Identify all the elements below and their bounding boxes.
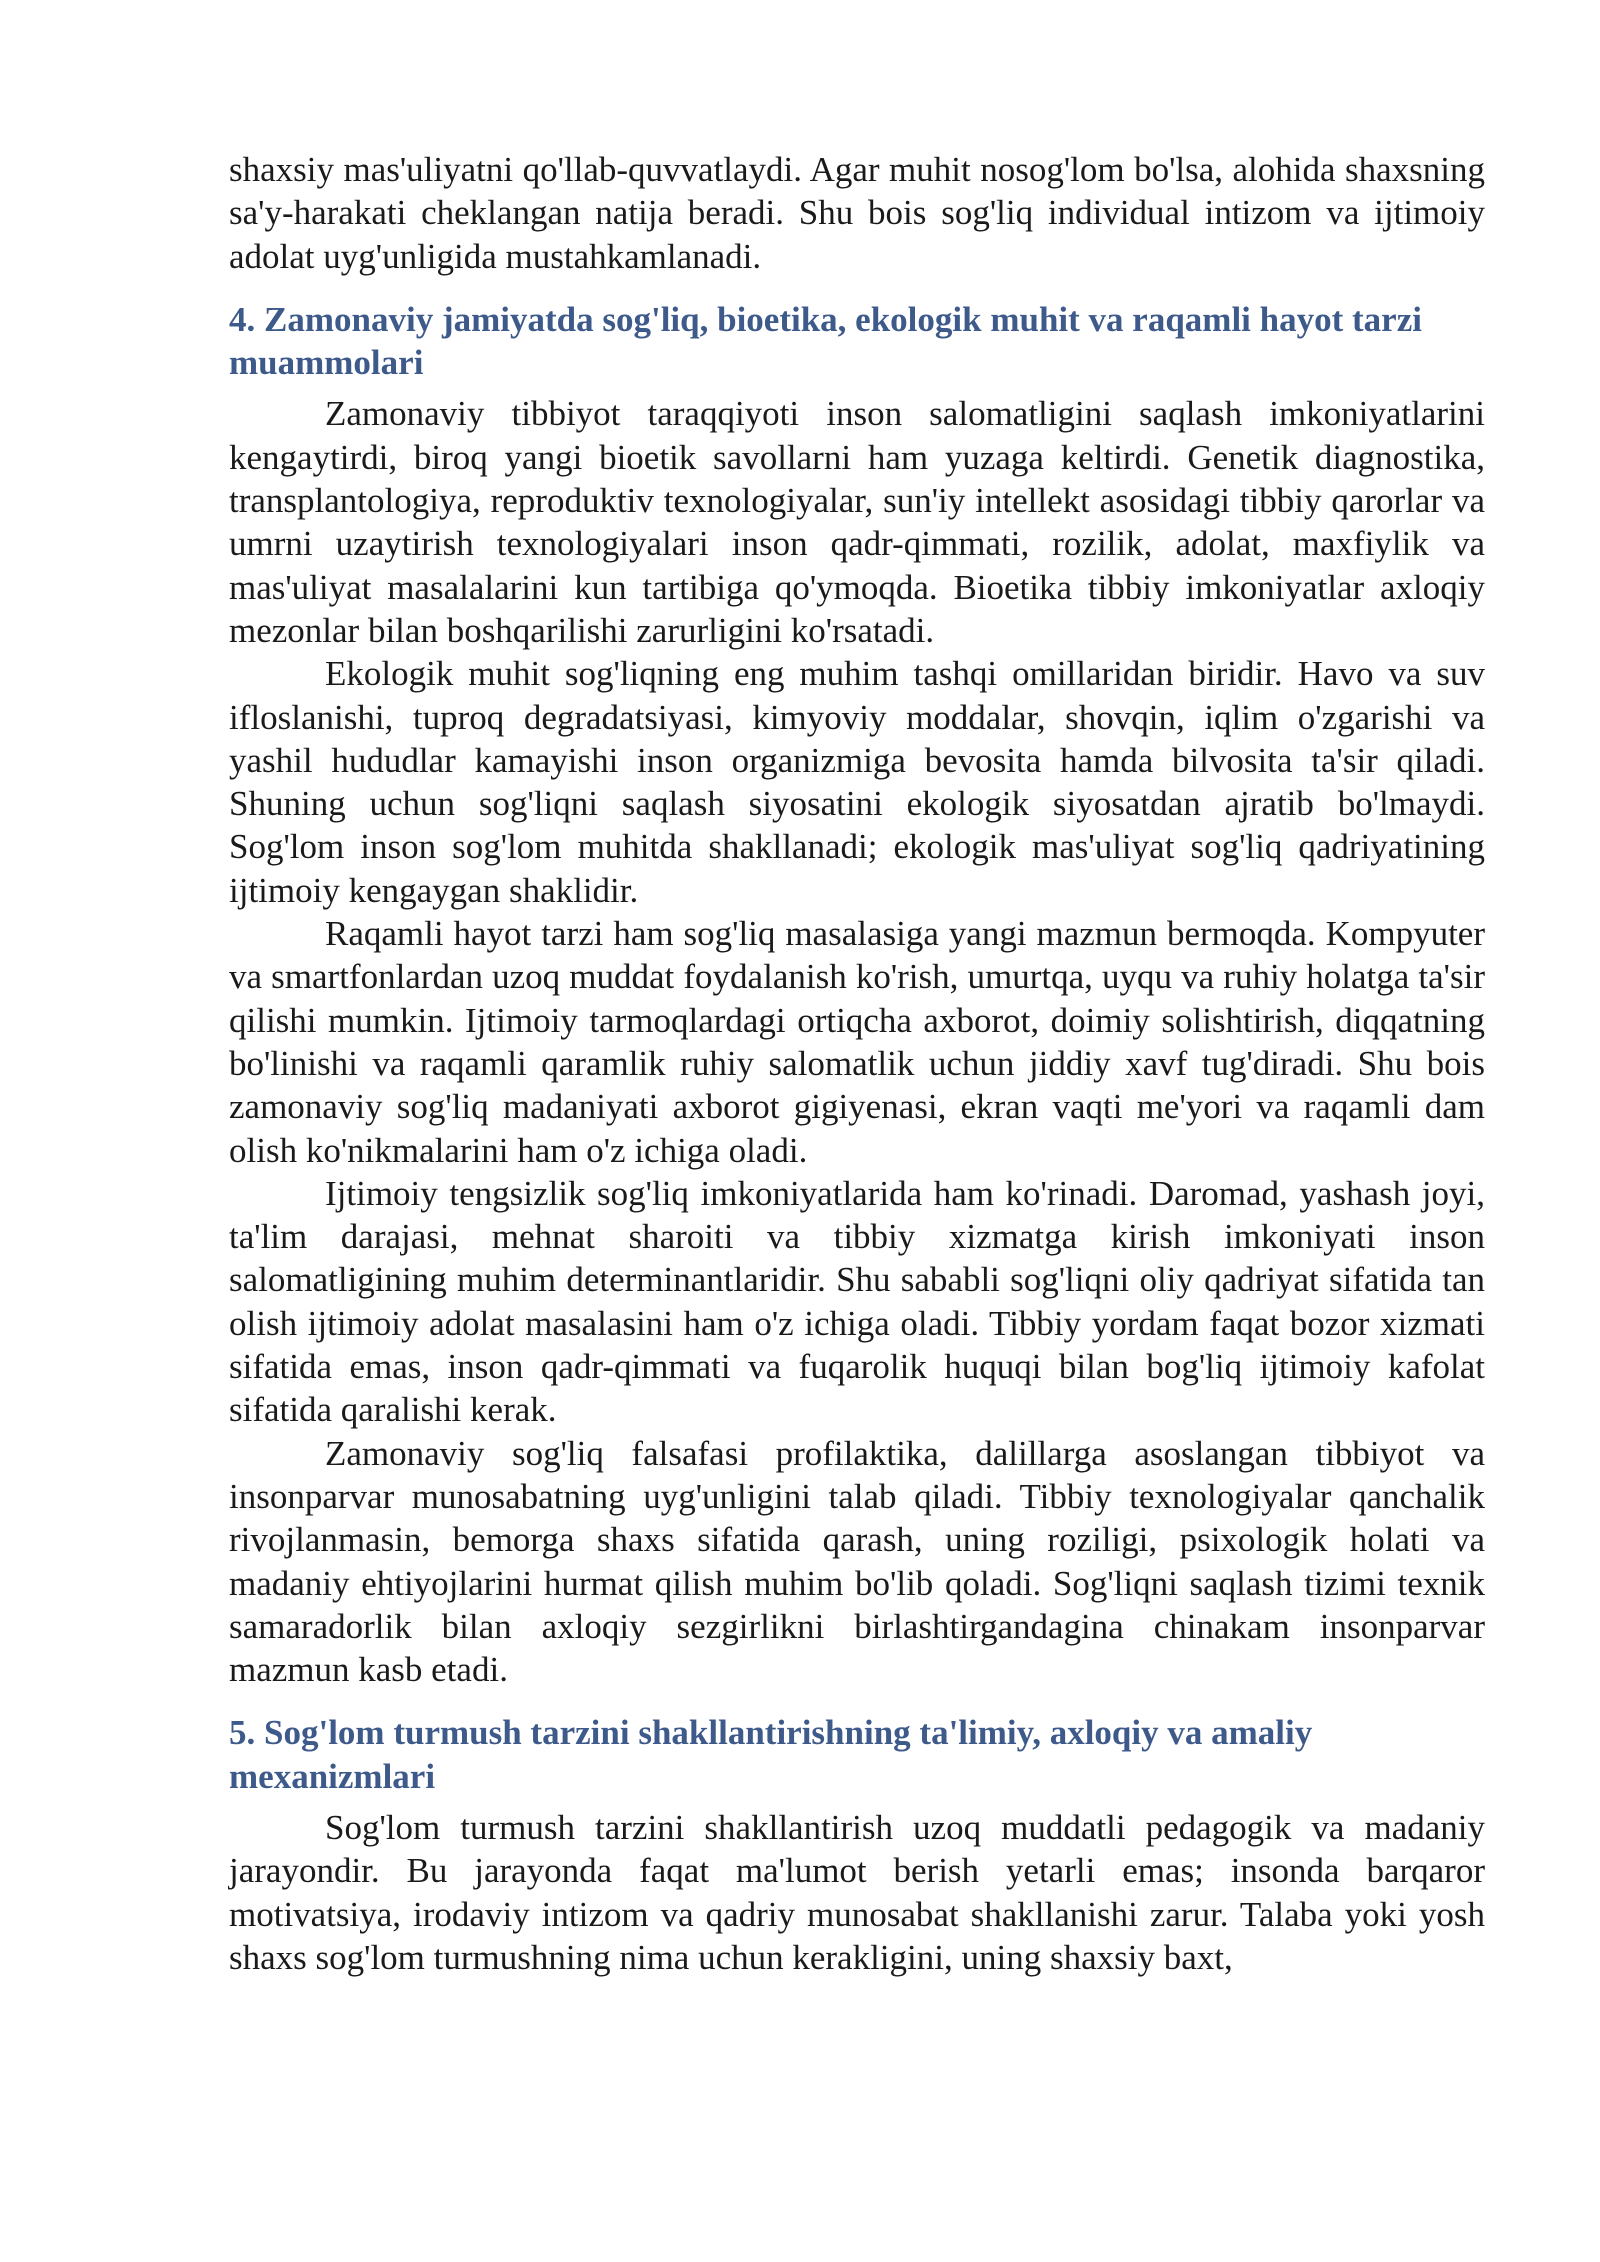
document-page	[229, 148, 1485, 1979]
section-4-paragraph-1: Zamonaviy tibbiyot taraqqiyoti inson salomatligini saqlash imkoniyatlarini kengaytirdi, biroq yangi bioetik savollarni ham yuzaga keltirdi. Genetik diagnostika, transplantologiya, reproduktiv texnologiyalar, sun'iy intellekt asosidagi tibbiy qarorlar va umrni uzaytirish texnologiyalari inson qadr-qimmati, rozilik, adolat, maxfiylik va mas'uliyat masalalarini kun tartibiga qo'ymoqda. Bioetika tibbiy imkoniyatlar axloqiy mezonlar bilan boshqarilishi zarurligini ko'rsatadi.	[229, 394, 1485, 650]
section-4-paragraph-3: Raqamli hayot tarzi ham sog'liq masalasiga yangi mazmun bermoqda. Kompyuter va smartfonlardan uzoq muddat foydalanish ko'rish, umurtqa, uyqu va ruhiy holatga ta'sir qilishi mumkin. Ijtimoiy tarmoqlardagi ortiqcha axborot, doimiy solishtirish, diqqatning bo'linishi va raqamli qaramlik ruhiy salomatlik uchun jiddiy xavf tug'diradi. Shu bois zamonaviy sog'liq madaniyati axborot gigiyenasi, ekran vaqti me'yori va raqamli dam olish ko'nikmalarini ham o'z ichiga oladi.	[229, 914, 1485, 1170]
section-4-heading: 4. Zamonaviy jamiyatda sog'liq, bioetika, ekologik muhit va raqamli hayot tarzi muammolari	[229, 299, 1422, 383]
section-5-paragraph-1: Sog'lom turmush tarzini shakllantirish uzoq muddatli pedagogik va madaniy jarayondir. Bu jarayonda faqat ma'lumot berish yetarli emas; insonda barqaror motivatsiya, irodaviy intizom va qadriy munosabat shakllanishi zarur. Talaba yoki yosh shaxs sog'lom turmushning nima uchun kerakligini, uning shaxsiy baxt,	[229, 1807, 1485, 1977]
intro-paragraph: shaxsiy mas'uliyatni qo'llab-quvvatlaydi. Agar muhit nosog'lom bo'lsa, alohida shaxsning sa'y-harakati cheklangan natija beradi. Shu bois sog'liq individual intizom va ijtimoiy adolat uyg'unligida mustahkamlanadi.	[229, 150, 1485, 276]
section-4-paragraph-4: Ijtimoiy tengsizlik sog'liq imkoniyatlarida ham ko'rinadi. Daromad, yashash joyi, ta'lim darajasi, mehnat sharoiti va tibbiy xizmatga kirish imkoniyati inson salomatligining muhim determinantlaridir. Shu sababli sog'liqni oliy qadriyat sifatida tan olish ijtimoiy adolat masalasini ham o'z ichiga oladi. Tibbiy yordam faqat bozor xizmati sifatida emas, inson qadr-qimmati va fuqarolik huquqi bilan bog'liq ijtimoiy kafolat sifatida qaralishi kerak.	[229, 1173, 1485, 1430]
section-4-paragraph-2: Ekologik muhit sog'liqning eng muhim tashqi omillaridan biridir. Havo va suv ifloslanishi, tuproq degradatsiyasi, kimyoviy moddalar, shovqin, iqlim o'zgarishi va yashil hududlar kamayishi inson organizmiga bevosita hamda bilvosita ta'sir qiladi. Shuning uchun sog'liqni saqlash siyosatini ekologik siyosatdan ajratib bo'lmaydi. Sog'lom inson sog'lom muhitda shakllanadi; ekologik mas'uliyat sog'liq qadriyatining ijtimoiy kengaygan shaklidir.	[229, 654, 1485, 910]
section-5-heading: 5. Sog'lom turmush tarzini shakllantirishning ta'limiy, axloqiy va amaliy mexanizmlari	[229, 1713, 1313, 1796]
section-4-paragraph-5: Zamonaviy sog'liq falsafasi profilaktika, dalillarga asoslangan tibbiyot va insonparvar munosabatning uyg'unligini talab qiladi. Tibbiy texnologiyalar qanchalik rivojlanmasin, bemorga shaxs sifatida qarash, uning roziligi, psixologik holati va madaniy ehtiyojlarini hurmat qilish muhim bo'lib qoladi. Sog'liqni saqlash tizimi texnik samaradorlik bilan axloqiy sezgirlikni birlashtirgandagina chinakam insonparvar mazmun kasb etadi.	[229, 1433, 1485, 1690]
